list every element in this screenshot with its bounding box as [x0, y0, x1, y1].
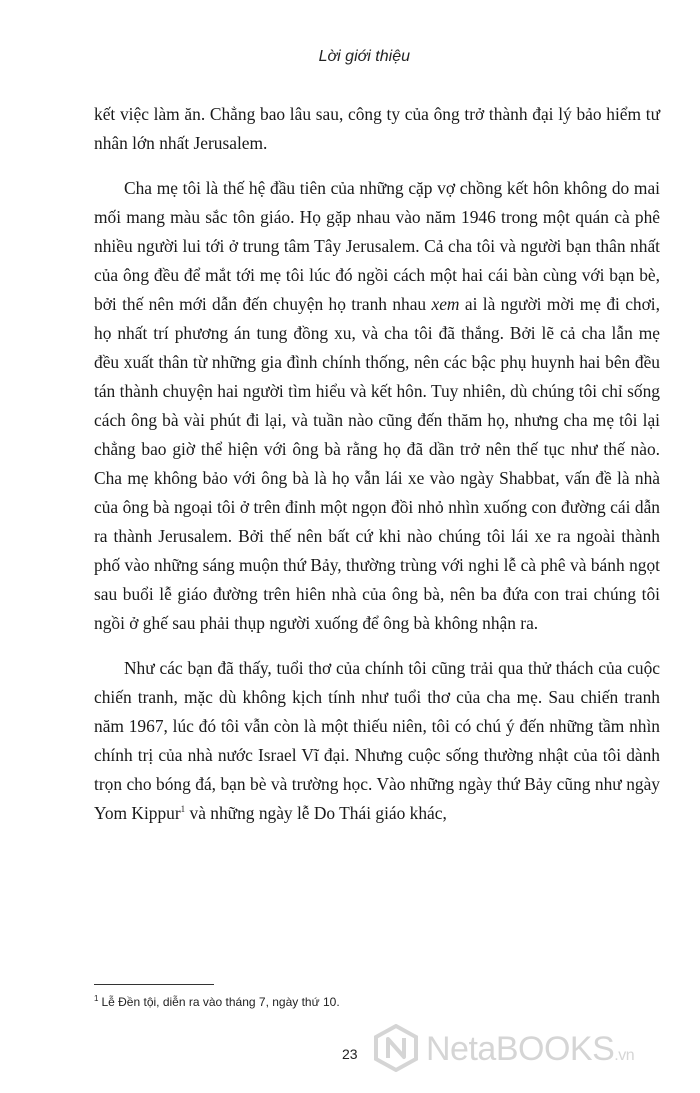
footnote-reference[interactable]: 1: [180, 804, 186, 815]
paragraph-3-part-a: Như các bạn đã thấy, tuổi thơ của chính tôi cũng trải qua thử thách của cuộc chiến tranh, mặc dù không kịch tính như tuổi thơ của cha mẹ. Sau chiến tranh năm 1967, lúc đó tôi vẫn còn là một thiếu niên, tôi có chú ý đến những tầm nhìn chính trị của nhà nước Israel Vĩ đại. Nhưng cuộc sống thường nhật của tôi dành trọn cho bóng đá, bạn bè và trường học. Vào những ngày thứ Bảy cũng như ngày Yom Kippur: [94, 658, 660, 823]
paragraph-3-part-b: và những ngày lễ Do Thái giáo khác,: [185, 803, 447, 823]
watermark: [372, 1020, 692, 1080]
paragraph-3: [94, 654, 660, 828]
watermark-text: [426, 1030, 634, 1069]
footnote: [94, 994, 654, 1009]
paragraph-1: kết việc làm ăn. Chẳng bao lâu sau, công ty của ông trở thành đại lý bảo hiểm tư nhân lớn nhất Jerusalem.: [94, 104, 660, 153]
page-number: 23: [342, 1046, 358, 1062]
paragraph-2-part-b: ai là người mời mẹ đi chơi, họ nhất trí phương án tung đồng xu, và cha tôi đã thắng. Bởi lẽ cả cha lẫn mẹ đều xuất thân từ những gia đình chính thống, nên các bậc phụ huynh hai bên đều tán thành chuyện hai người tìm hiểu và kết hôn. Tuy nhiên, dù chúng tôi chỉ sống cách ông bà vài phút đi lại, và tuần nào cũng đến thăm họ, nhưng cha mẹ tôi lại chẳng bao giờ thể hiện với ông bà rằng họ đã dần trở nên thế tục như thế nào. Cha mẹ không bảo với ông bà là họ vẫn lái xe vào ngày Shabbat, vấn đề là nhà của ông bà ngoại tôi ở trên đỉnh một ngọn đồi nhỏ nhìn xuống con đường cái dẫn ra thành Jerusalem. Bởi thế nên bất cứ khi nào chúng tôi lái xe ra ngoài thành phố vào những sáng muộn thứ Bảy, thường trùng với nghi lễ cà phê và bánh ngọt sau buổi lễ giáo đường trên hiên nhà của ông bà, nên ba đứa con trai chúng tôi ngồi ở ghế sau phải thụp người xuống để ông bà không nhận ra.: [94, 294, 660, 633]
watermark-domain: .vn: [614, 1047, 635, 1064]
footnote-text: Lễ Đền tội, diễn ra vào tháng 7, ngày thứ 10.: [101, 995, 340, 1009]
emphasis-word: xem: [431, 294, 460, 314]
footnote-divider: [94, 984, 214, 985]
body-text: [94, 100, 660, 828]
paragraph-2-part-a: Cha mẹ tôi là thế hệ đầu tiên của những cặp vợ chồng kết hôn không do mai mối mang màu sắc tôn giáo. Họ gặp nhau vào năm 1946 trong một quán cà phê nhiều người lui tới ở trung tâm Tây Jerusalem. Cả cha tôi và người bạn thân nhất của ông đều để mắt tới mẹ tôi lúc đó ngồi cách một hai cái bàn cùng với bạn bè, bởi thế nên mới dẫn đến chuyện họ tranh nhau: [94, 178, 660, 314]
netabooks-logo-icon: [372, 1024, 420, 1072]
paragraph-2: [94, 174, 660, 638]
running-head: Lời giới thiệu: [318, 48, 410, 65]
footnote-mark: 1: [94, 994, 99, 1003]
watermark-brand: NetaBOOKS: [426, 1030, 615, 1068]
